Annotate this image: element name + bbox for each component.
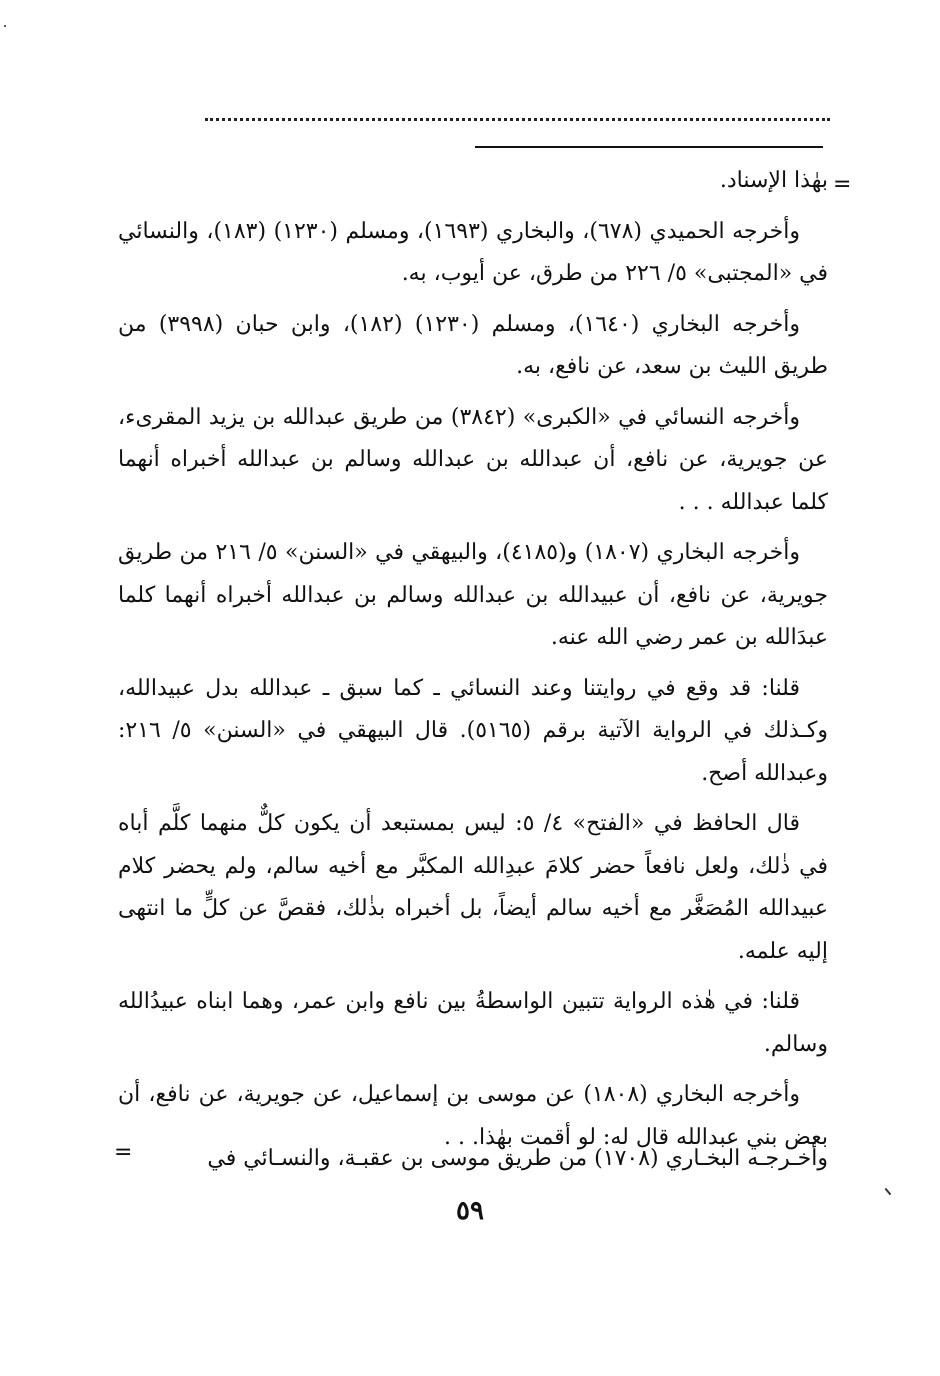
footnote-separator (475, 146, 823, 148)
last-line: وأخـرجـه البخـاري (١٧٠٨) من طريق موسى بن عقبـة، والنسـائي في (207, 1146, 828, 1171)
continuation-mark-start: = (833, 172, 852, 197)
paragraph-9: وأخرجه البخاري (١٨٠٨) عن موسى بن إسماعيل، عن جويرية، عن نافع، أن بعض بني عبدالله قال له: لو أقمت بهٰذا. . . (118, 1082, 828, 1150)
footnote-body (118, 160, 828, 1167)
edge-mark (4, 25, 6, 27)
paragraph-4: وأخرجه النسائي في «الكبرى» (٣٨٤٢) من طريق عبدالله بن يزيد المقرىء، عن جويرية، عن نافع، أن عبدالله بن عبدالله وسالم بن عبدالله أخبراه أنهما كلما عبدالله . . . (118, 404, 828, 515)
paragraph-8: قلنا: في هٰذه الرواية تتبين الواسطةُ بين نافع وابن عمر، وهما ابناه عبيدُالله وسالم. (118, 989, 828, 1057)
scan-mark (885, 1183, 898, 1196)
paragraph-3: وأخرجه البخاري (١٦٤٠)، ومسلم (١٢٣٠) (١٨٢)، وابن حبان (٣٩٩٨) من طريق الليث بن سعد، عن نافع، به. (118, 311, 828, 379)
paragraph-5: وأخرجه البخاري (١٨٠٧) و(٤١٨٥)، والبيهقي في «السنن» ٥/ ٢١٦ من طريق جويرية، عن نافع، أن عبيدالله بن عبدالله وسالم بن عبدالله أخبراه أنهما كلما عبدَالله بن عمر رضي الله عنه. (118, 540, 828, 650)
continuation-mark-end: = (114, 1140, 133, 1165)
paragraph-6: قلنا: قد وقع في روايتنا وعند النسائي ـ كما سبق ـ عبدالله بدل عبيدالله، وكـذلك في الرواية الآتية برقم (٥١٦٥). قال البيهقي في «السنن» ٥/ ٢١٦: وعبدالله أصح. (118, 675, 829, 786)
paragraph-2: وأخرجه الحميدي (٦٧٨)، والبخاري (١٦٩٣)، ومسلم (١٢٣٠) (١٨٣)، والنسائي في «المجتبى» ٥/ ٢٢٦ من طرق، عن أيوب، به. (118, 218, 828, 286)
page-number: ٥٩ (456, 1196, 484, 1226)
dotted-separator (205, 118, 830, 121)
paragraph-7: قال الحافظ في «الفتح» ٤/ ٥: ليس بمستبعد أن يكون كلٌّ منهما كلَّم أباه في ذٰلك، ولعل نافعاً حضر كلامَ عبدِالله المكبَّر مع أخيه سالم، ولم يحضر كلام عبيدالله المُصَغَّر مع أخيه سالم أيضاً، بل أخبراه بذٰلك، فقصَّ عن كلٍّ ما انتهى إليه علمه. (118, 811, 828, 964)
paragraph-1: بهٰذا الإسناد. (719, 168, 828, 193)
